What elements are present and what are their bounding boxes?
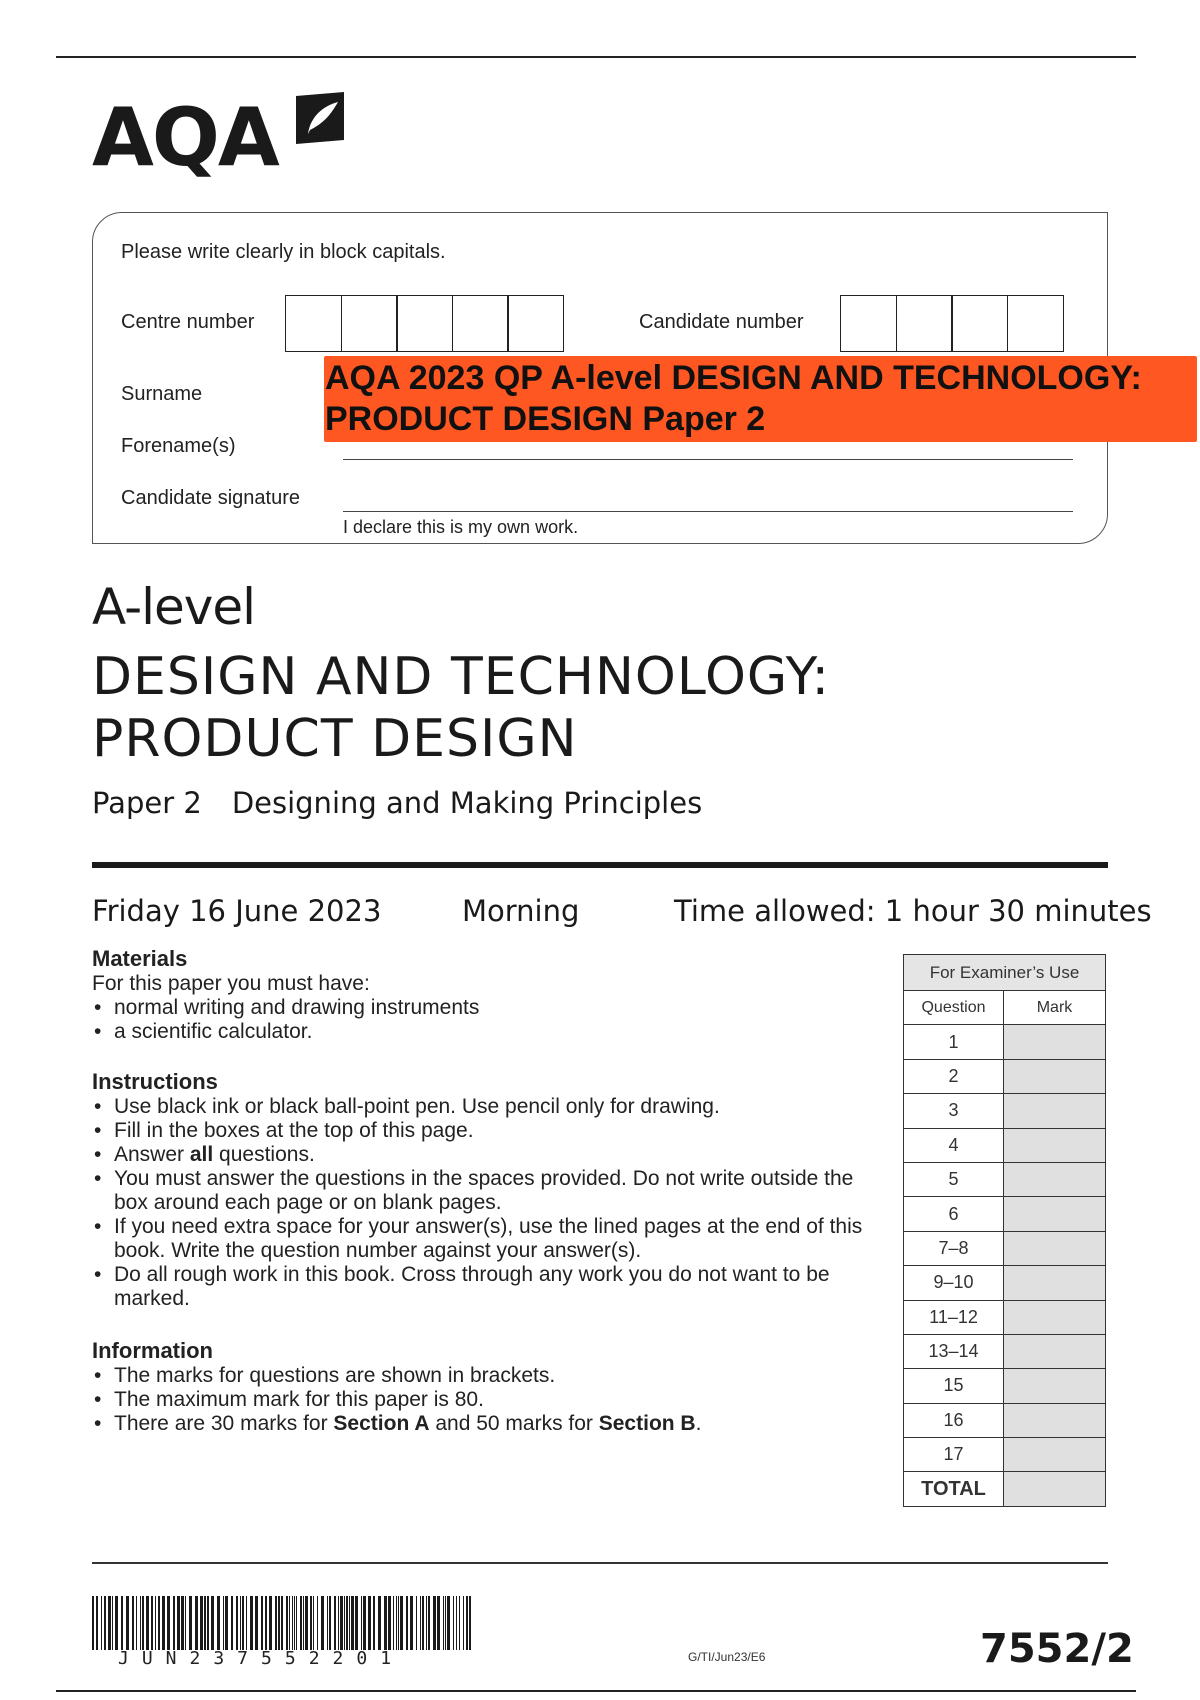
examiner-table-row (904, 1231, 1106, 1265)
barcode-bar (92, 1596, 94, 1650)
instruction-item (92, 1143, 882, 1167)
information-item (92, 1412, 882, 1436)
barcode-bar (300, 1596, 302, 1650)
examiner-table-row (904, 1197, 1106, 1231)
barcode-bar (456, 1596, 457, 1650)
candidate-digit-box[interactable] (1007, 295, 1064, 352)
question-number-cell: 7–8 (904, 1231, 1004, 1265)
mark-cell[interactable] (1004, 1197, 1106, 1231)
instruction-emphasis: all (189, 1143, 214, 1166)
barcode-bar (242, 1596, 244, 1650)
exam-date: Friday 16 June 2023 (92, 894, 382, 928)
examiner-table-row (904, 1438, 1106, 1472)
forename-field[interactable] (343, 459, 1073, 460)
signature-field[interactable] (343, 511, 1073, 512)
barcode-bar (195, 1596, 198, 1650)
barcode-bar (327, 1596, 328, 1650)
examiner-table-row (904, 1128, 1106, 1162)
barcode-bar (231, 1596, 233, 1650)
mark-cell[interactable] (1004, 1059, 1106, 1093)
barcode-bar (278, 1596, 280, 1650)
barcode-bar (265, 1596, 267, 1650)
barcode (92, 1596, 474, 1650)
information-text: . (695, 1412, 702, 1435)
barcode-bar (334, 1596, 336, 1650)
barcode-text: JUN237552201 (118, 1648, 405, 1669)
barcode-bar (422, 1596, 424, 1650)
exam-session: Morning (462, 894, 580, 928)
examiner-table-row (904, 1403, 1106, 1437)
barcode-bar (112, 1596, 113, 1650)
top-rule (56, 56, 1136, 58)
mark-cell[interactable] (1004, 1266, 1106, 1300)
materials-heading: Materials (92, 946, 188, 971)
barcode-bar (410, 1596, 413, 1650)
instruction-item: • You must answer the questions in the spaces provided. Do not write outside the box around each page or on blank pages. (92, 1167, 882, 1215)
barcode-bar (351, 1596, 354, 1650)
barcode-bar (151, 1596, 153, 1650)
examiner-use-table (903, 954, 1106, 1507)
barcode-bar (140, 1596, 141, 1650)
barcode-bar (400, 1596, 403, 1650)
question-number-cell: 5 (904, 1162, 1004, 1196)
instruction-item: • Use black ink or black ball-point pen. Use pencil only for drawing. (92, 1095, 882, 1119)
barcode-bar (108, 1596, 111, 1650)
barcode-bar (437, 1596, 440, 1650)
question-number-cell: 6 (904, 1197, 1004, 1231)
instruction-item: • If you need extra space for your answer(s), use the lined pages at the end of this book. Write the question number against your answer(s). (92, 1215, 882, 1263)
barcode-bar (286, 1596, 288, 1650)
instruction-text: questions. (213, 1143, 315, 1166)
barcode-bar (236, 1596, 238, 1650)
barcode-bar (225, 1596, 228, 1650)
barcode-bar (292, 1596, 293, 1650)
barcode-bar (329, 1596, 331, 1650)
candidate-digit-box[interactable] (951, 295, 1008, 352)
barcode-bar (303, 1596, 304, 1650)
subject-title (92, 646, 830, 770)
barcode-bar (204, 1596, 206, 1650)
barcode-bar (246, 1596, 247, 1650)
materials-item: • a scientific calculator. (92, 1020, 882, 1044)
barcode-bar (177, 1596, 180, 1650)
materials-section (92, 946, 882, 1044)
barcode-bar (250, 1596, 253, 1650)
barcode-bar (269, 1596, 272, 1650)
examiner-table-row (904, 1300, 1106, 1334)
question-number-cell: 11–12 (904, 1300, 1004, 1334)
barcode-bar (126, 1596, 129, 1650)
declaration-text: I declare this is my own work. (343, 517, 579, 537)
information-text: and 50 marks for (429, 1412, 599, 1435)
barcode-bar (155, 1596, 156, 1650)
barcode-bar (158, 1596, 160, 1650)
instruction-text: Answer (114, 1143, 190, 1166)
barcode-bar (167, 1596, 170, 1650)
qualification-level: A-level (92, 578, 256, 636)
question-column-header: Question (904, 991, 1004, 1025)
instruction-item: • Fill in the boxes at the top of this page. (92, 1119, 882, 1143)
signature-label: Candidate signature (121, 487, 301, 509)
information-item: • The maximum mark for this paper is 80. (92, 1388, 882, 1412)
barcode-bar (255, 1596, 258, 1650)
mark-cell[interactable] (1004, 1162, 1106, 1196)
question-number-cell: 17 (904, 1438, 1004, 1472)
centre-digit-box[interactable] (285, 295, 342, 352)
barcode-bar (361, 1596, 362, 1650)
barcode-bar (406, 1596, 408, 1650)
divider (92, 862, 1108, 868)
banner-text (325, 358, 1142, 440)
examiner-table-row (904, 1162, 1106, 1196)
examiner-total-row (904, 1472, 1106, 1506)
barcode-bar (240, 1596, 241, 1650)
barcode-bar (162, 1596, 165, 1650)
centre-number-label: Centre number (121, 311, 255, 333)
barcode-bar (310, 1596, 312, 1650)
barcode-bar (443, 1596, 444, 1650)
barcode-bar (317, 1596, 318, 1650)
barcode-bar (346, 1596, 348, 1650)
barcode-bar (420, 1596, 421, 1650)
barcode-bar (96, 1596, 98, 1650)
barcode-bar (261, 1596, 263, 1650)
barcode-bar (378, 1596, 381, 1650)
barcode-bar (313, 1596, 314, 1650)
barcode-bar (433, 1596, 436, 1650)
materials-intro: For this paper you must have: (92, 972, 370, 995)
subject-title-line-2: PRODUCT DESIGN (92, 709, 578, 769)
subject-title-line-1: DESIGN AND TECHNOLOGY: (92, 647, 830, 707)
barcode-bar (275, 1596, 277, 1650)
information-heading: Information (92, 1338, 213, 1363)
instructions-section (92, 1069, 882, 1311)
candidate-digit-box[interactable] (896, 295, 953, 352)
barcode-bar (289, 1596, 290, 1650)
centre-digit-box[interactable] (341, 295, 398, 352)
paper-heading (92, 786, 702, 820)
question-number-cell: 13–14 (904, 1334, 1004, 1368)
candidate-number-label: Candidate number (639, 311, 804, 333)
barcode-bar (223, 1596, 224, 1650)
mark-cell[interactable] (1004, 1403, 1106, 1437)
barcode-bar (426, 1596, 427, 1650)
barcode-bar (363, 1596, 366, 1650)
barcode-bar (136, 1596, 137, 1650)
barcode-bar (398, 1596, 399, 1650)
paper-title: Designing and Making Principles (231, 786, 703, 820)
document-reference: G/TI/Jun23/E6 (688, 1650, 766, 1664)
examiner-table-row (904, 1334, 1106, 1368)
paper-number: Paper 2 (92, 786, 202, 820)
barcode-bar (453, 1596, 454, 1650)
total-mark-cell[interactable] (1004, 1472, 1106, 1506)
barcode-bar (338, 1596, 339, 1650)
barcode-bar (463, 1596, 464, 1650)
question-number-cell: 15 (904, 1369, 1004, 1403)
forename-label: Forename(s) (121, 435, 236, 457)
information-emphasis: Section B (598, 1412, 696, 1435)
barcode-bar (321, 1596, 324, 1650)
logo-text: AQA (92, 91, 278, 184)
footer-rule (92, 1562, 1108, 1564)
mark-cell[interactable] (1004, 1231, 1106, 1265)
barcode-bar (281, 1596, 283, 1650)
barcode-bar (459, 1596, 460, 1650)
surname-label: Surname (121, 383, 203, 405)
examiner-table-row (904, 1369, 1106, 1403)
information-emphasis: Section A (333, 1412, 430, 1435)
time-allowed: Time allowed: 1 hour 30 minutes (674, 894, 1152, 928)
mark-cell[interactable] (1004, 1094, 1106, 1128)
materials-item: • normal writing and drawing instruments (92, 996, 882, 1020)
barcode-bar (217, 1596, 220, 1650)
question-number-cell: 3 (904, 1094, 1004, 1128)
barcode-bar (121, 1596, 123, 1650)
barcode-bar (384, 1596, 387, 1650)
barcode-bar (445, 1596, 446, 1650)
barcode-bar (101, 1596, 102, 1650)
examiner-table-row (904, 1266, 1106, 1300)
examiner-table-row (904, 1025, 1106, 1059)
mark-cell[interactable] (1004, 1025, 1106, 1059)
barcode-bar (469, 1596, 471, 1650)
barcode-bar (396, 1596, 397, 1650)
mark-cell[interactable] (1004, 1438, 1106, 1472)
title-banner (324, 356, 1197, 442)
barcode-bar (416, 1596, 417, 1650)
paper-code: 7552/2 (980, 1626, 1134, 1672)
information-text: There are 30 marks for (114, 1412, 334, 1435)
barcode-bar (132, 1596, 134, 1650)
barcode-bar (466, 1596, 468, 1650)
instruction-item: • Do all rough work in this book. Cross through any work you do not want to be marked. (92, 1263, 882, 1311)
barcode-bar (104, 1596, 106, 1650)
examiner-table-row (904, 1059, 1106, 1093)
candidate-digit-box[interactable] (840, 295, 897, 352)
centre-number-field[interactable] (285, 295, 563, 352)
barcode-bar (428, 1596, 430, 1650)
candidate-number-field[interactable] (840, 295, 1062, 352)
block-capitals-instruction: Please write clearly in block capitals. (121, 241, 446, 263)
barcode-bar (211, 1596, 214, 1650)
question-number-cell: 4 (904, 1128, 1004, 1162)
banner-line-1: AQA 2023 QP A-level DESIGN AND TECHNOLOGY: (325, 359, 1142, 397)
bottom-rule (56, 1690, 1136, 1692)
mark-cell[interactable] (1004, 1334, 1106, 1368)
barcode-bar (181, 1596, 184, 1650)
barcode-bar (296, 1596, 297, 1650)
question-number-cell: 16 (904, 1403, 1004, 1437)
barcode-bar (200, 1596, 203, 1650)
mark-cell[interactable] (1004, 1369, 1106, 1403)
centre-digit-box[interactable] (452, 295, 509, 352)
centre-digit-box[interactable] (396, 295, 453, 352)
barcode-bar (388, 1596, 391, 1650)
examiner-table-title: For Examiner’s Use (904, 955, 1106, 991)
mark-cell[interactable] (1004, 1128, 1106, 1162)
barcode-bar (373, 1596, 375, 1650)
barcode-bar (393, 1596, 394, 1650)
barcode-bar (142, 1596, 144, 1650)
question-number-cell: 1 (904, 1025, 1004, 1059)
logo-mark-icon (292, 90, 348, 146)
mark-column-header: Mark (1004, 991, 1106, 1025)
instructions-heading: Instructions (92, 1069, 218, 1094)
barcode-bar (207, 1596, 209, 1650)
aqa-logo (92, 90, 352, 190)
question-number-cell: 9–10 (904, 1266, 1004, 1300)
question-number-cell: 2 (904, 1059, 1004, 1093)
barcode-bar (115, 1596, 118, 1650)
barcode-bar (349, 1596, 350, 1650)
barcode-bar (294, 1596, 295, 1650)
barcode-bar (185, 1596, 186, 1650)
information-section (92, 1338, 882, 1436)
barcode-bar (189, 1596, 192, 1650)
barcode-bar (447, 1596, 450, 1650)
barcode-bar (146, 1596, 149, 1650)
examiner-table-row (904, 1094, 1106, 1128)
banner-line-2: PRODUCT DESIGN Paper 2 (325, 400, 766, 438)
barcode-bar (173, 1596, 175, 1650)
examiner-table-body (904, 1025, 1106, 1506)
barcode-bar (344, 1596, 345, 1650)
barcode-bar (305, 1596, 308, 1650)
barcode-bar (368, 1596, 371, 1650)
centre-digit-box[interactable] (507, 295, 564, 352)
mark-cell[interactable] (1004, 1300, 1106, 1334)
total-label-cell: TOTAL (904, 1472, 1004, 1506)
barcode-bar (355, 1596, 358, 1650)
barcode-bar (340, 1596, 343, 1650)
information-item: • The marks for questions are shown in brackets. (92, 1364, 882, 1388)
